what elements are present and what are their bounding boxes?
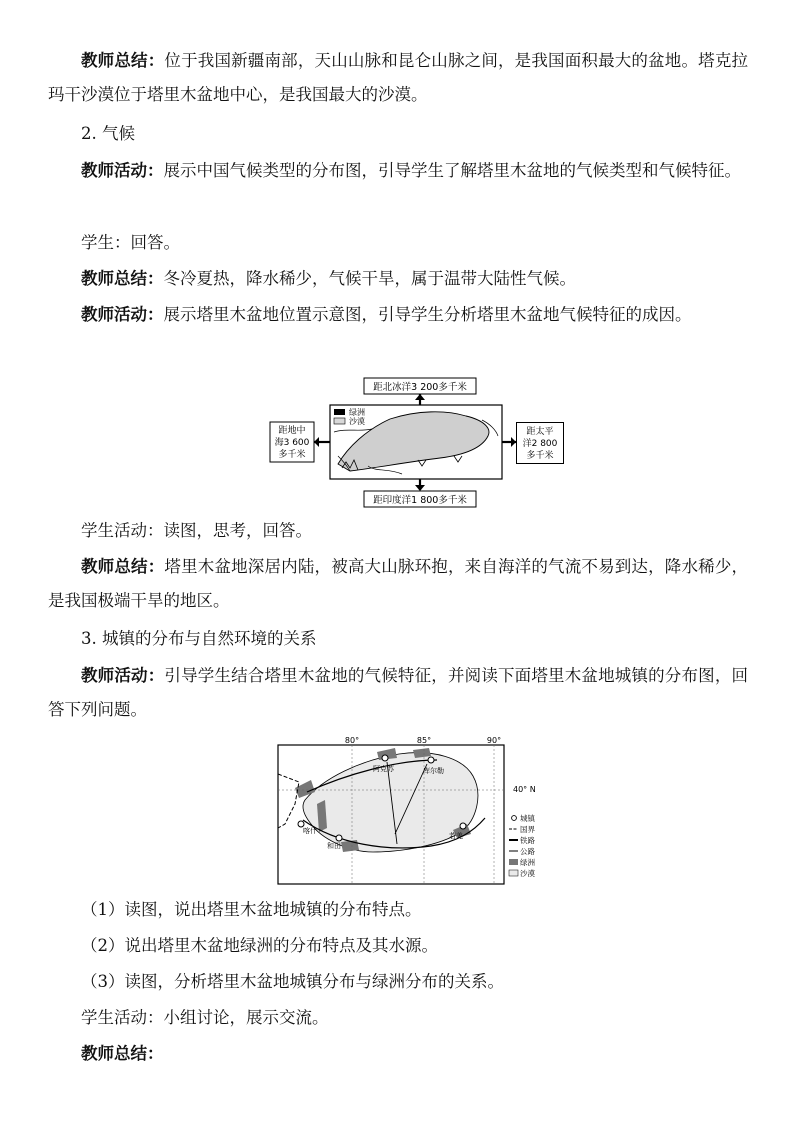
paragraph-teacher-activity-3 (48, 659, 748, 727)
east-distance-line-2: 洋2 800 (522, 439, 558, 449)
paragraph-teacher-summary-3 (48, 550, 748, 618)
north-distance-label: 距北冰洋3 200多千米 (373, 382, 467, 393)
paragraph-lead: 教师总结： (81, 557, 165, 576)
paragraph-student-activity-1 (48, 514, 748, 548)
section-heading-climate (48, 117, 748, 151)
paragraph-teacher-activity-1 (48, 154, 748, 188)
town-label-korla: 库尔勒 (423, 767, 444, 775)
legend-town: 城镇 (520, 814, 535, 823)
town-label-kashgar: 喀什 (303, 827, 317, 835)
paragraph-body: 学生活动：小组讨论，展示交流。 (81, 1008, 329, 1027)
west-distance-line-1: 距地中 (278, 426, 306, 436)
tarim-location-figure (268, 372, 540, 512)
paragraph-teacher-summary-1 (48, 44, 748, 112)
paragraph-lead: 教师活动： (81, 161, 164, 180)
section-heading-towns (48, 622, 748, 656)
oasis-legend-swatch (334, 409, 345, 415)
paragraph-lead: 教师总结： (81, 269, 164, 288)
paragraph-body: 学生：回答。 (81, 233, 180, 252)
lon-80-label: 80° (344, 736, 360, 745)
tarim-towns-map (277, 734, 549, 886)
east-distance-line-1: 距太平 (526, 427, 554, 437)
west-distance-line-2: 海3 600 (274, 438, 310, 448)
paragraph-lead: 教师活动： (81, 666, 165, 685)
legend-desert: 沙漠 (520, 869, 535, 878)
paragraph-body: 冬冷夏热，降水稀少，气候干旱，属于温带大陆性气候。 (163, 269, 576, 288)
paragraph-lead: 教师总结： (81, 1044, 164, 1063)
question-2 (48, 929, 748, 963)
paragraph-body: 位于我国新疆南部，天山山脉和昆仑山脉之间，是我国面积最大的盆地。塔克拉玛干沙漠位于塔里木盆地中心，是我国最大的沙漠。 (48, 51, 749, 104)
west-distance-line-3: 多千米 (278, 450, 306, 460)
paragraph-body: （2）说出塔里木盆地绿洲的分布特点及其水源。 (81, 936, 438, 955)
paragraph-body: （3）读图，分析塔里木盆地城镇分布与绿洲分布的关系。 (81, 972, 504, 991)
paragraph-lead: 教师活动： (81, 305, 164, 324)
paragraph-teacher-activity-2 (48, 298, 748, 332)
town-label-hotan: 和田 (327, 842, 341, 850)
paragraph-body: 学生活动：读图，思考，回答。 (81, 521, 312, 540)
east-distance-box (516, 422, 564, 464)
legend-railway: 铁路 (520, 836, 535, 845)
paragraph-body: 引导学生结合塔里木盆地的气候特征，并阅读下面塔里木盆地城镇的分布图，回答下列问题。 (48, 666, 749, 719)
legend-oasis: 绿洲 (520, 858, 535, 867)
south-distance-label: 距印度洋1 800多千米 (373, 495, 467, 506)
paragraph-body: 展示塔里木盆地位置示意图，引导学生分析塔里木盆地气候特征的成因。 (163, 305, 692, 324)
paragraph-teacher-summary-2 (48, 262, 748, 296)
paragraph-body: 塔里木盆地深居内陆，被高大山脉环抱，来自海洋的气流不易到达，降水稀少，是我国极端干旱的地区。 (48, 557, 749, 610)
lon-90-label: 90° (486, 736, 502, 745)
paragraph-teacher-summary-4 (48, 1037, 748, 1071)
lon-85-label: 85° (416, 736, 432, 745)
map-legend (509, 813, 535, 878)
paragraph-student-activity-2 (48, 1001, 748, 1035)
question-1 (48, 893, 748, 927)
lat-40-label: 40° N (513, 785, 536, 794)
east-distance-line-3: 多千米 (526, 451, 554, 461)
paragraph-body: 展示中国气候类型的分布图，引导学生了解塔里木盆地的气候类型和气候特征。 (163, 161, 741, 180)
legend-highway: 公路 (520, 847, 535, 856)
heading-text: 3. 城镇的分布与自然环境的关系 (81, 629, 317, 648)
heading-text: 2. 气候 (81, 124, 135, 143)
oasis-legend-label: 绿洲 (349, 408, 365, 417)
paragraph-lead: 教师总结： (81, 51, 165, 70)
legend-border: 国界 (520, 825, 535, 834)
town-label-ruoqiang: 若羌 (449, 832, 463, 840)
paragraph-body: （1）读图，说出塔里木盆地城镇的分布特点。 (81, 900, 422, 919)
tarim-location-map (268, 372, 540, 512)
desert-legend-label: 沙漠 (349, 417, 365, 426)
question-3 (48, 965, 748, 999)
desert-legend-swatch (334, 418, 345, 424)
tarim-towns-figure (277, 734, 549, 886)
town-label-aksu: 阿克苏 (373, 765, 394, 773)
paragraph-student-answer (48, 226, 748, 260)
